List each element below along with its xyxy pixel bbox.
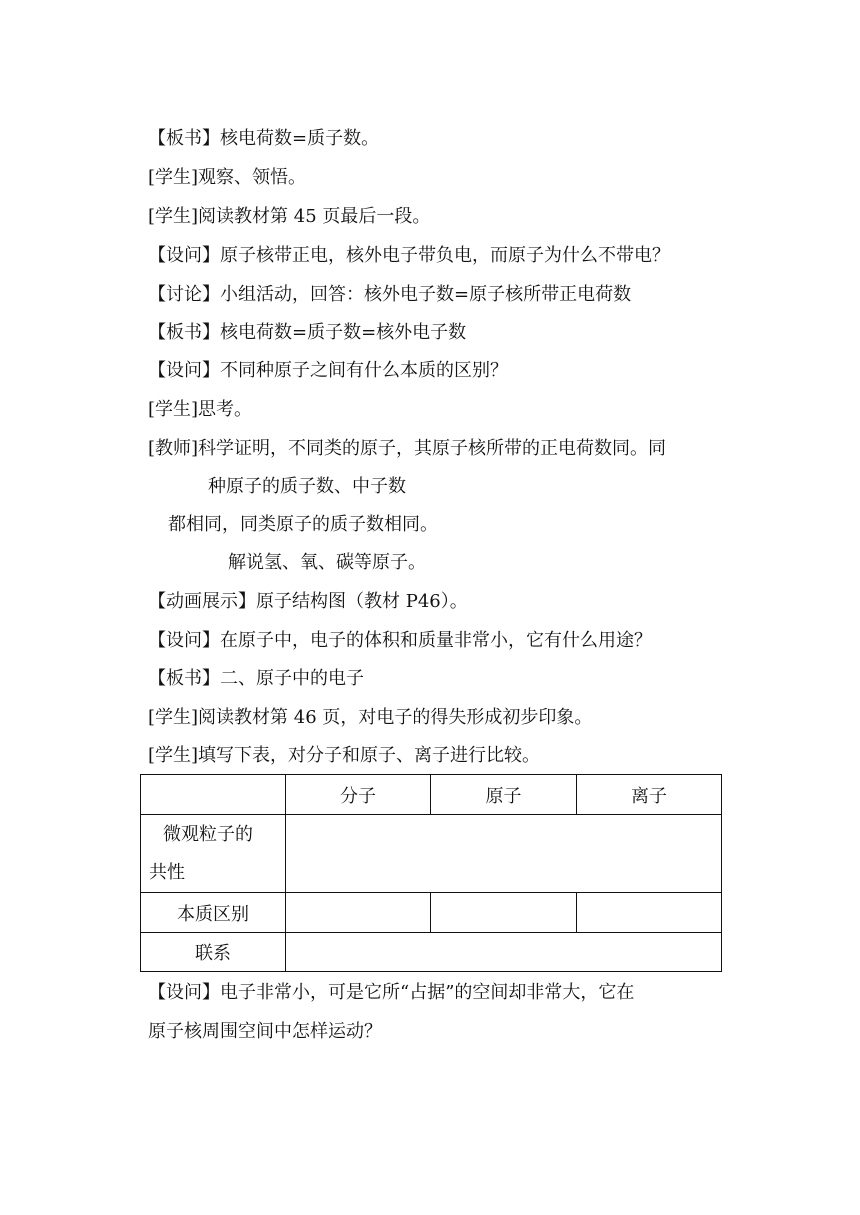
- paragraph-indented: 解说氢、氧、碳等原子。: [228, 552, 426, 573]
- table-header-atom: 原子: [431, 775, 577, 815]
- row-label-common: [141, 815, 286, 893]
- table-cell-blank: [431, 893, 577, 933]
- paragraph: [学生]阅读教材第 45 页最后一段。: [148, 206, 431, 227]
- paragraph: [学生]思考。: [148, 399, 253, 420]
- paragraph: 【设问】在原子中，电子的体积和质量非常小，它有什么用途？: [148, 630, 652, 651]
- paragraph-continuation: 种原子的质子数、中子数: [208, 476, 406, 497]
- row-label-common-line1: 微观粒子的: [163, 823, 253, 845]
- paragraph: [学生]填写下表，对分子和原子、离子进行比较。: [148, 745, 541, 766]
- paragraph: 【设问】不同种原子之间有什么本质的区别？: [148, 360, 508, 381]
- comparison-table: [140, 774, 722, 972]
- paragraph-continuation: 原子核周围空间中怎样运动？: [148, 1021, 382, 1042]
- table-header-empty: [141, 775, 286, 815]
- paragraph: [学生]阅读教材第 46 页，对电子的得失形成初步印象。: [148, 707, 593, 728]
- table-row-difference: [141, 893, 722, 933]
- paragraph: [学生]观察、领悟。: [148, 167, 307, 188]
- table-row-relation: [141, 933, 722, 972]
- paragraph-continuation: 都相同，同类原子的质子数相同。: [168, 514, 438, 535]
- table-row-common: [141, 815, 722, 893]
- paragraph: 【设问】电子非常小，可是它所“占据”的空间却非常大，它在: [148, 982, 635, 1003]
- paragraph: 【动画展示】原子结构图（教材 P46）。: [148, 591, 468, 612]
- table-cell-blank: [286, 933, 722, 972]
- paragraph: [教师]科学证明，不同类的原子，其原子核所带的正电荷数同。同: [148, 438, 667, 459]
- table-header-row: [141, 775, 722, 815]
- table-cell-blank: [286, 815, 722, 893]
- row-label-common-line2: 共性: [149, 861, 185, 883]
- table-header-ion: 离子: [577, 775, 722, 815]
- table-cell-blank: [286, 893, 431, 933]
- table-cell-blank: [577, 893, 722, 933]
- paragraph: 【讨论】小组活动，回答：核外电子数=原子核所带正电荷数: [148, 284, 632, 305]
- paragraph: 【板书】核电荷数=质子数。: [148, 128, 380, 149]
- table-header-molecule: 分子: [286, 775, 431, 815]
- row-label-relation: 联系: [141, 933, 286, 972]
- paragraph: 【设问】原子核带正电，核外电子带负电，而原子为什么不带电？: [148, 245, 670, 266]
- paragraph: 【板书】二、原子中的电子: [148, 668, 364, 689]
- row-label-difference: 本质区别: [141, 893, 286, 933]
- paragraph: 【板书】核电荷数=质子数=核外电子数: [148, 322, 467, 343]
